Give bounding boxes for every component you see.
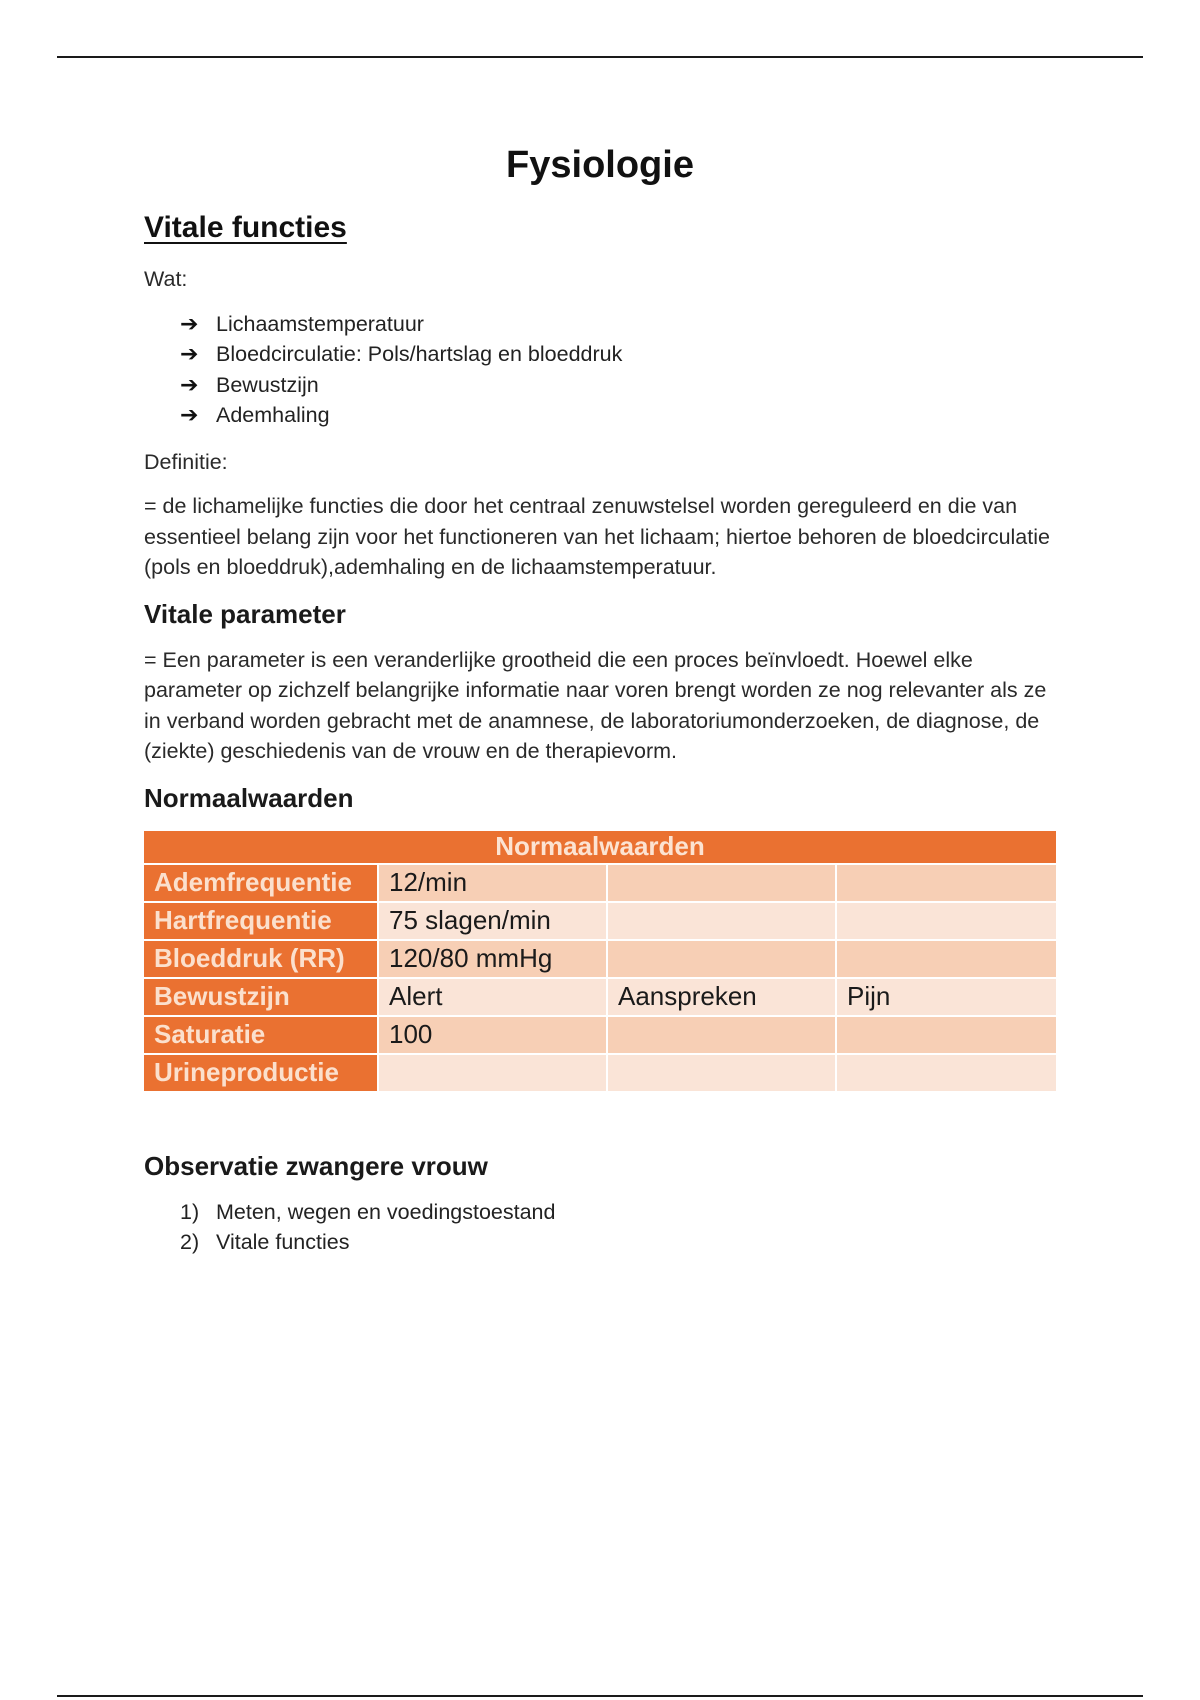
table-cell: Alert — [379, 979, 606, 1015]
footer-rule — [57, 1695, 1143, 1697]
row-label: Bloeddruk (RR) — [144, 941, 377, 977]
normaalwaarden-table — [142, 829, 1058, 1093]
table-row — [144, 979, 1056, 1015]
table-row — [144, 1055, 1056, 1091]
list-item-text: Vitale functies — [216, 1230, 350, 1254]
heading-normaalwaarden: Normaalwaarden — [144, 782, 354, 813]
arrow-right-icon: ➔ — [180, 310, 199, 336]
arrow-right-icon: ➔ — [180, 402, 199, 427]
wat-label: Wat: — [144, 267, 188, 291]
heading-observatie: Observatie zwangere vrouw — [144, 1150, 488, 1181]
table-cell: 100 — [379, 1017, 606, 1053]
table-caption: Normaalwaarden — [144, 831, 1056, 863]
table-cell: Pijn — [837, 979, 1056, 1015]
header-rule — [57, 56, 1143, 58]
table-cell — [837, 903, 1056, 939]
document-body — [144, 140, 1056, 1258]
list-number: 1) — [180, 1199, 200, 1224]
vitale-parameter-text: = Een parameter is een veranderlijke grootheid die een proces beïnvloedt. Hoewel elke parameter op zichzelf belangrijke informatie naar voren brengt worden ze nog relevanter als ze in verband worden gebracht met de anamnese, de laboratoriumonderzoeken, de diagnose, de (ziekte) geschiedenis van de vrouw en de therapievorm. — [144, 647, 1047, 763]
arrow-right-icon: ➔ — [180, 341, 199, 366]
list-item-text: Meten, wegen en voedingstoestand — [216, 1199, 556, 1224]
table-cell — [608, 1017, 835, 1053]
list-item — [180, 370, 1056, 401]
list-item-text: Lichaamstemperatuur — [216, 311, 424, 336]
table-cell — [608, 1055, 835, 1091]
row-label: Bewustzijn — [144, 979, 377, 1015]
list-item-text: Bloedcirculatie: Pols/hartslag en bloeddruk — [216, 342, 623, 366]
row-label: Ademfrequentie — [144, 865, 377, 901]
table-cell: 75 slagen/min — [379, 903, 606, 939]
heading-vitale-parameter: Vitale parameter — [144, 598, 346, 629]
list-item — [180, 1197, 1056, 1228]
page-title: Fysiologie — [506, 144, 694, 186]
table-cell — [837, 1017, 1056, 1053]
table-cell — [837, 941, 1056, 977]
arrow-right-icon: ➔ — [180, 371, 199, 397]
list-number: 2) — [180, 1230, 200, 1254]
row-label: Saturatie — [144, 1017, 377, 1053]
table-row — [144, 1017, 1056, 1053]
list-item-text: Bewustzijn — [216, 372, 319, 397]
table-cell — [608, 903, 835, 939]
observatie-list — [180, 1197, 1056, 1258]
list-item — [180, 309, 1056, 340]
table-cell: Aanspreken — [608, 979, 835, 1015]
list-item — [180, 339, 1056, 370]
table-cell: 120/80 mmHg — [379, 941, 606, 977]
table-cell — [837, 865, 1056, 901]
list-item — [180, 1227, 1056, 1258]
heading-vitale-functies: Vitale functies — [144, 211, 347, 244]
table-row — [144, 865, 1056, 901]
table-cell — [379, 1055, 606, 1091]
table-row — [144, 941, 1056, 977]
row-label: Urineproductie — [144, 1055, 377, 1091]
row-label: Hartfrequentie — [144, 903, 377, 939]
list-item-text: Ademhaling — [216, 403, 330, 427]
definitie-label: Definitie: — [144, 449, 228, 474]
wat-list — [180, 309, 1056, 431]
table-cell — [608, 941, 835, 977]
table-cell — [608, 865, 835, 901]
table-cell: 12/min — [379, 865, 606, 901]
table-cell — [837, 1055, 1056, 1091]
list-item — [180, 400, 1056, 431]
definitie-text: = de lichamelijke functies die door het centraal zenuwstelsel worden gereguleerd en die van essentieel belang zijn voor het functioneren van het lichaam; hiertoe behoren de bloedcirculatie (pols en bloeddruk),ademhaling en de lichaamstemperatuur. — [144, 494, 1050, 579]
table-row — [144, 903, 1056, 939]
